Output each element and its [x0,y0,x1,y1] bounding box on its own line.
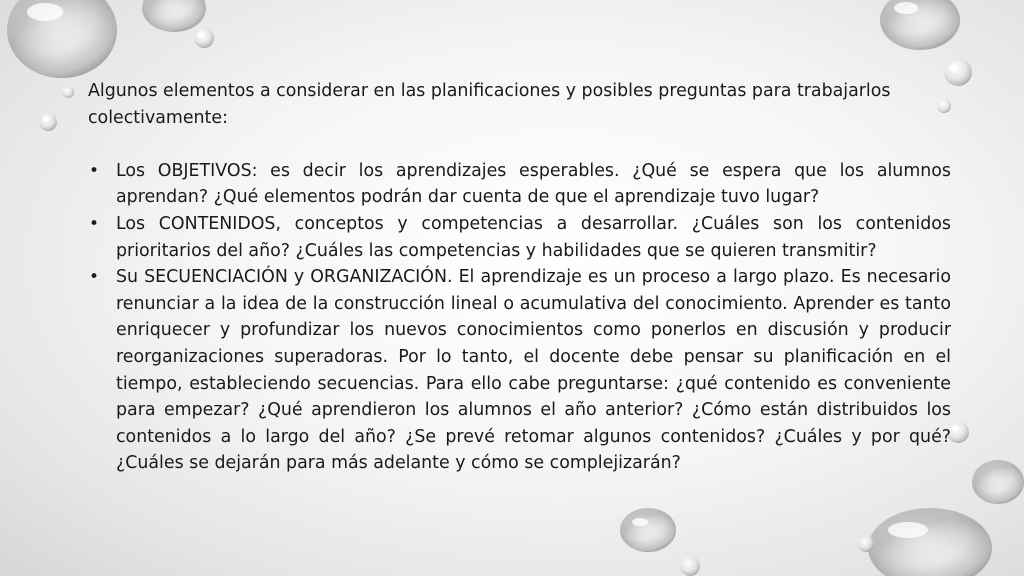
drop-top-right-large [880,0,960,50]
bullet-icon: • [89,160,100,181]
bullet-text: Su SECUENCIACIÓN y ORGANIZACIÓN. El aprendizaje es un proceso a largo plazo. Es necesario renunciar a la idea de la construcción lineal o acumulativa del conocimiento. Aprender es tanto enriquecer y profundizar los nuevos conocimientos como ponerlos en discusión y producir reorganizaciones superadoras. Por lo tanto, el docente debe pensar su planificación en el tiempo, estableciendo secuencias. Para ello cabe preguntarse: ¿qué contenido es conveniente para empezar? ¿Qué aprendieron los alumnos el año anterior? ¿Cómo están distribuidos los contenidos a lo largo del año? ¿Se prevé retomar algunos contenidos? ¿Cuáles y por qué? ¿Cuáles se dejarán para más adelante y cómo se complejizarán? [116,267,951,474]
bullet-item-objetivos [88,158,951,211]
bullet-icon: • [89,267,100,288]
drop-bottom-center-large [620,508,676,552]
drop-top-left-medium [142,0,206,32]
bullet-item-contenidos [88,211,951,264]
drop-bottom-right-tiny [858,536,874,552]
bullet-item-secuenciacion [88,264,951,477]
drop-top-left-large [7,0,117,78]
bullet-text: Los CONTENIDOS, conceptos y competencias a desarrollar. ¿Cuáles son los contenidos prioritarios del año? ¿Cuáles las competencias y habilidades que se quieren transmitir? [116,213,951,261]
intro-paragraph: Algunos elementos a considerar en las planificaciones y posibles preguntas para trabajarlos colectivamente: [88,81,891,128]
drop-bottom-right-medium [972,460,1024,504]
slide-content [88,78,951,477]
bullet-icon: • [89,213,100,234]
bullet-text: Los OBJETIVOS: es decir los aprendizajes esperables. ¿Qué se espera que los alumnos aprendan? ¿Qué elementos podrán dar cuenta de que el aprendizaje tuvo lugar? [116,160,951,208]
drop-bottom-center-small [680,556,700,576]
drop-left-small-2 [39,113,57,131]
bullet-list [88,158,951,477]
drop-left-small-1 [62,86,74,98]
drop-bottom-right-large [868,508,992,576]
drop-top-left-small [194,28,214,48]
